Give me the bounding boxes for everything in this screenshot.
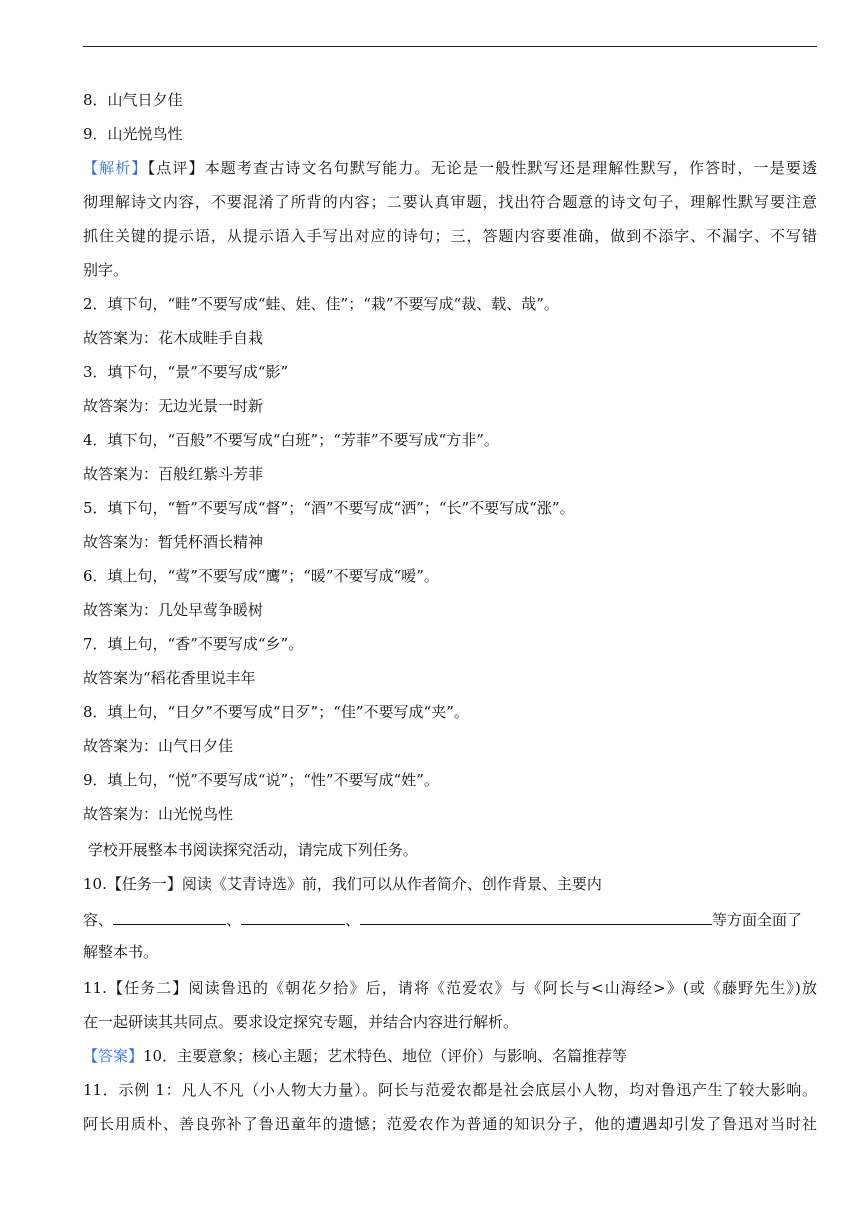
note-5: 5．填下句，“暂”不要写成“督”；“酒”不要写成“洒”；“长”不要写成“涨”。: [83, 499, 575, 517]
analysis-tag: 【解析】: [83, 159, 148, 177]
q10-sep-1: 、: [226, 911, 242, 929]
note-9: 9．填上句，“悦”不要写成“说”；“性”不要写成“姓”。: [83, 771, 439, 789]
note-3: 3．填下句，“景”不要写成“影”: [83, 363, 289, 381]
answer-5: 故答案为：暂凭杯酒长精神: [83, 533, 264, 551]
q10-blank-2[interactable]: [241, 908, 345, 925]
answer-2: 故答案为：花木成畦手自栽: [83, 329, 264, 347]
q10-blank-1[interactable]: [113, 908, 226, 925]
q10-suffix: 等方面全面了: [712, 911, 803, 929]
q10-prefix: 容、: [83, 911, 114, 929]
answer-line-8: 8．山气日夕佳: [83, 91, 183, 109]
answer-tag: 【答案】: [83, 1047, 144, 1065]
answer-9: 故答案为：山光悦鸟性: [83, 805, 234, 823]
answer-8: 故答案为：山气日夕佳: [83, 737, 234, 755]
analysis-line: [83, 158, 817, 178]
note-8: 8．填上句，“日夕”不要写成“日歹”；“佳”不要写成“夹”。: [83, 703, 469, 721]
answer-line-9: 9．山光悦鸟性: [83, 125, 183, 143]
answer-7: 故答案为“稻花香里说丰年: [83, 669, 256, 687]
question-10-line-3: 解整本书。: [83, 943, 159, 961]
answer-line: [83, 1046, 817, 1066]
answer-11-line-2: 阿长用质朴、善良弥补了鲁迅童年的遗憾；范爱农作为普通的知识分子，他的遭遇却引发了鲁迅对当时社: [83, 1115, 817, 1133]
question-10-line-2: [83, 908, 817, 930]
note-4: 4．填下句，“百般”不要写成“白班”；“芳菲”不要写成“方非”。: [83, 431, 499, 449]
answer-11-line-1: 11．示例 1：凡人不凡（小人物大力量）。阿长与范爱农都是社会底层小人物，均对鲁迅产生了较大影响。: [83, 1081, 817, 1099]
note-6: 6．填上句，“莺”不要写成“鹰”；“暖”不要写成“嗳”。: [83, 567, 439, 585]
question-11-line-1: 11.【任务二】阅读鲁迅的《朝花夕拾》后，请将《范爱农》与《阿长与<山海经>》(或《藤野先生》)放: [83, 979, 817, 997]
note-2: 2．填下句，“畦”不要写成“蛙、娃、佳”；“栽”不要写成“裁、载、哉”。: [83, 295, 559, 313]
q10-sep-2: 、: [345, 911, 361, 929]
answer-6: 故答案为：几处早莺争暖树: [83, 601, 264, 619]
note-7: 7．填上句，“香”不要写成“乡”。: [83, 635, 304, 653]
analysis-line-2: 彻理解诗文内容，不要混淆了所背的内容；二要认真审题，找出符合题意的诗文句子，理解性默写要注意: [83, 193, 817, 211]
section-intro: 学校开展整本书阅读探究活动，请完成下列任务。: [83, 841, 418, 859]
analysis-line-4: 别字。: [83, 261, 129, 279]
question-10-line-1: 10.【任务一】阅读《艾青诗选》前，我们可以从作者简介、创作背景、主要内: [83, 875, 602, 893]
q10-blank-3[interactable]: [360, 908, 712, 925]
analysis-line-3: 抓住关键的提示语，从提示语入手写出对应的诗句；三，答题内容要准确，做到不添字、不漏字、不写错: [83, 227, 817, 245]
header-rule: [83, 46, 817, 47]
answer-text: 10．主要意象；核心主题；艺术特色、地位（评价）与影响、名篇推荐等: [143, 1047, 628, 1065]
answer-4: 故答案为：百般红紫斗芳菲: [83, 465, 264, 483]
analysis-text: 【点评】本题考查古诗文名句默写能力。无论是一般性默写还是理解性默写，作答时，一是要透: [147, 159, 817, 177]
question-11-line-2: 在一起研读其共同点。要求设定探究专题，并结合内容进行解析。: [83, 1013, 519, 1031]
answer-3: 故答案为：无边光景一时新: [83, 397, 264, 415]
